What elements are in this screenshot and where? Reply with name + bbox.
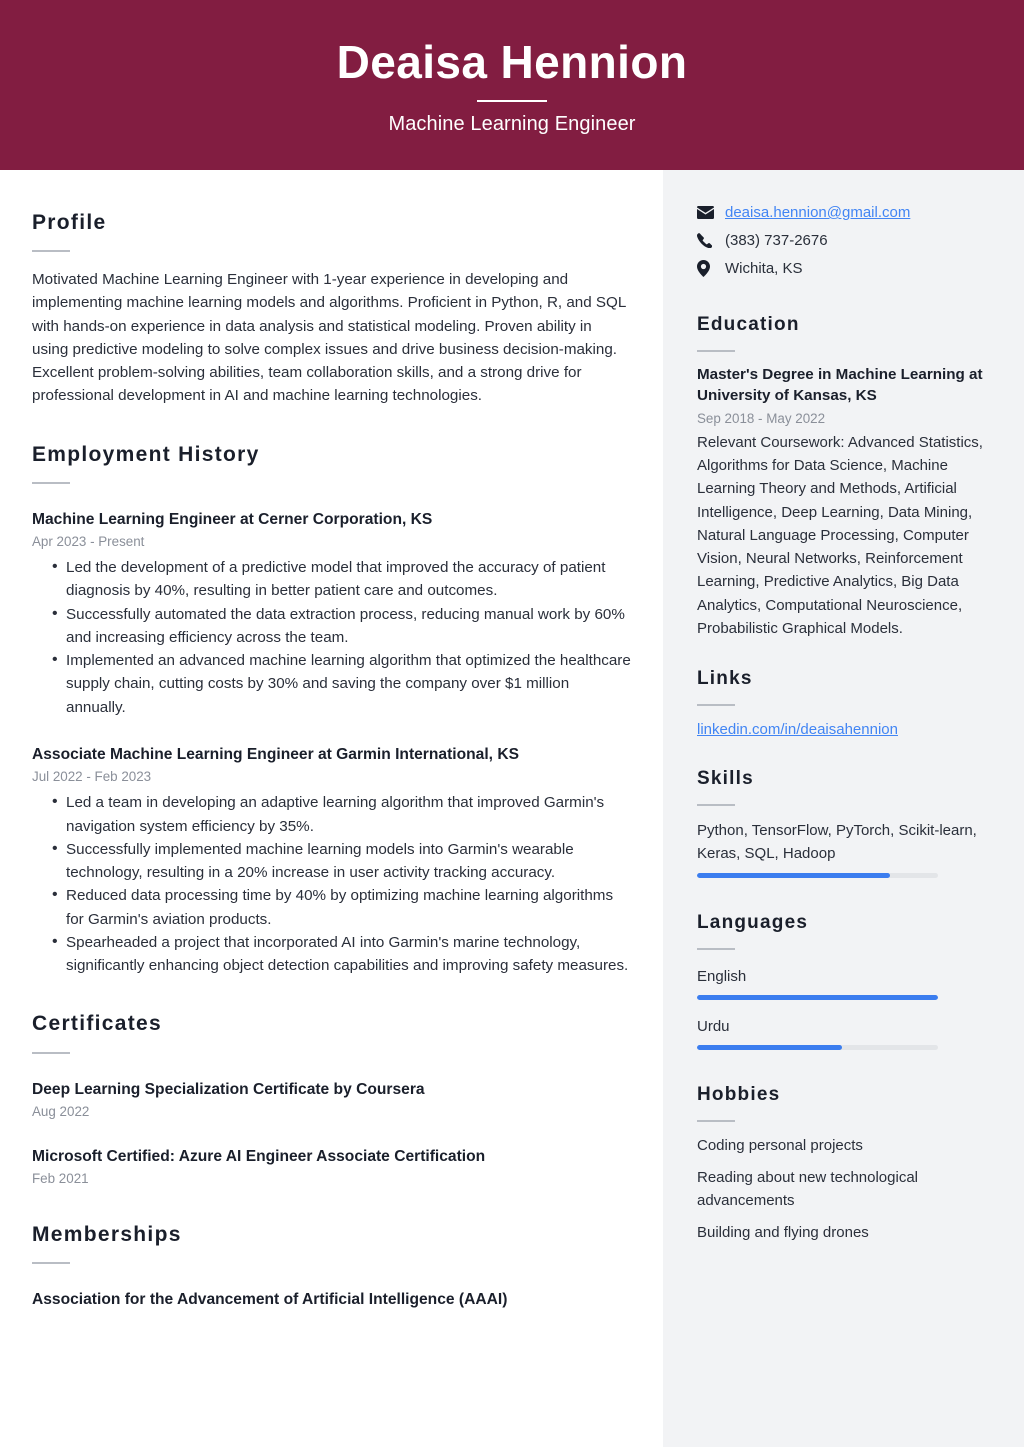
education-heading-rule xyxy=(697,350,735,352)
language-item xyxy=(697,966,990,1000)
language-level-fill xyxy=(697,995,938,1000)
spacer xyxy=(697,1050,990,1084)
email-link[interactable]: deaisa.hennion@gmail.com xyxy=(725,204,911,221)
employment-entry-title: Machine Learning Engineer at Cerner Corporation, KS xyxy=(32,510,433,528)
spacer xyxy=(697,740,990,768)
main-column xyxy=(0,170,663,1447)
membership-title: Association for the Advancement of Artificial Intelligence (AAAI) xyxy=(32,1291,508,1309)
skill-label: Python, TensorFlow, PyTorch, Scikit-learn, Keras, SQL, Hadoop xyxy=(697,821,977,862)
membership-entry xyxy=(32,1290,631,1310)
section-memberships xyxy=(32,1222,631,1310)
location-pin-icon xyxy=(697,260,717,278)
bullet-item: • Reduced data processing time by 40% by optimizing machine learning algorithms for Garmin's aviation products. xyxy=(32,884,631,931)
language-label: English xyxy=(697,967,747,985)
bullet-item: • Spearheaded a project that incorporated AI into Garmin's marine technology, significantly enhancing object detection capabilities and improving safety measures. xyxy=(32,931,631,978)
bullet-item: • Led a team in developing an adaptive learning algorithm that improved Garmin's navigation system efficiency by 35%. xyxy=(32,791,631,838)
bullet-item: • Successfully implemented machine learning models into Garmin's wearable technology, resulting in a 20% increase in user activity tracking accuracy. xyxy=(32,838,631,885)
bullet-item: • Led the development of a predictive model that improved the accuracy of patient diagnosis by 40%, resulting in better patient care and outcomes. xyxy=(32,556,631,603)
hobby-item: Coding personal projects xyxy=(697,1136,863,1154)
bullet-item: • Successfully automated the data extraction process, reducing manual work by 60% and increasing efficiency across the team. xyxy=(32,603,631,650)
phone-number: (383) 737-2676 xyxy=(725,232,828,249)
spacer xyxy=(697,286,990,314)
section-hobbies xyxy=(697,1084,990,1245)
education-degree: Master's Degree in Machine Learning at University of Kansas, KS xyxy=(697,365,983,404)
contact-location-row xyxy=(697,258,990,279)
certificate-title: Microsoft Certified: Azure AI Engineer Associate Certification xyxy=(32,1147,486,1165)
section-education xyxy=(697,314,990,640)
links-heading: Links xyxy=(697,668,753,690)
skill-item xyxy=(697,819,990,879)
candidate-job-title: Machine Learning Engineer xyxy=(388,112,636,135)
employment-entry-date: Jul 2022 - Feb 2023 xyxy=(32,769,152,785)
section-certificates xyxy=(32,1011,631,1188)
hobby-item: Building and flying drones xyxy=(697,1224,869,1242)
section-profile xyxy=(32,210,631,408)
contact-block xyxy=(697,202,990,279)
envelope-icon xyxy=(697,204,717,222)
employment-entry-title: Associate Machine Learning Engineer at Garmin International, KS xyxy=(32,745,519,763)
spacer xyxy=(697,640,990,668)
spacer xyxy=(697,878,990,912)
hobbies-heading-rule xyxy=(697,1120,735,1122)
memberships-heading: Memberships xyxy=(32,1223,182,1247)
spacer xyxy=(32,977,631,1011)
hobbies-heading: Hobbies xyxy=(697,1083,781,1105)
resume-header xyxy=(0,0,1024,170)
header-divider xyxy=(477,100,547,102)
bullet-item: • Implemented an advanced machine learning algorithm that optimized the healthcare supply chain, cutting costs by 30% and saving the company over $1 million annually. xyxy=(32,649,631,719)
employment-entry-bullets xyxy=(32,791,631,977)
resume-body xyxy=(0,170,1024,1447)
language-label: Urdu xyxy=(697,1017,730,1035)
memberships-heading-rule xyxy=(32,1262,70,1264)
certificate-title: Deep Learning Specialization Certificate by Coursera xyxy=(32,1080,425,1098)
skills-heading: Skills xyxy=(697,767,754,789)
section-languages xyxy=(697,912,990,1050)
profile-heading-rule xyxy=(32,250,70,252)
location-text: Wichita, KS xyxy=(725,260,803,277)
profile-text: Motivated Machine Learning Engineer with 1-year experience in developing and implementing machine learning models and algorithms. Proficient in Python, R, and SQL with hands-on experience in data analysis and statistical modeling. Proven ability in using predictive modeling to solve complex issues and drive business decision-making. Excellent problem-solving abilities, team collaboration skills, and a strong drive for professional development in AI and machine learning technologies. xyxy=(32,271,626,405)
education-date: Sep 2018 - May 2022 xyxy=(697,410,826,426)
education-description: Relevant Coursework: Advanced Statistics, Algorithms for Data Science, Machine Learning Theory and Methods, Artificial Intelligence, Deep Learning, Data Mining, Natural Language Processing, Computer Vision, Neural Networks, Reinforcement Learning, Predictive Analytics, Big Data Analytics, Computational Neuroscience, Probabilistic Graphical Models. xyxy=(697,433,983,637)
linkedin-link[interactable]: linkedin.com/in/deaisahennion xyxy=(697,720,898,738)
section-skills xyxy=(697,768,990,878)
section-links xyxy=(697,668,990,740)
candidate-name: Deaisa Hennion xyxy=(336,36,688,89)
education-heading: Education xyxy=(697,314,800,335)
education-entry xyxy=(697,365,990,640)
skills-heading-rule xyxy=(697,804,735,806)
employment-heading-rule xyxy=(32,482,70,484)
languages-heading: Languages xyxy=(697,912,809,934)
employment-heading: Employment History xyxy=(32,442,260,466)
spacer xyxy=(32,408,631,442)
language-level-bar xyxy=(697,995,938,1000)
spacer xyxy=(32,1188,631,1222)
employment-entry xyxy=(32,510,631,719)
profile-heading: Profile xyxy=(32,211,107,234)
links-heading-rule xyxy=(697,704,735,706)
certificate-entry xyxy=(32,1080,631,1121)
hobby-item: Reading about new technological advancements xyxy=(697,1169,918,1209)
employment-entry-bullets xyxy=(32,556,631,719)
certificates-heading-rule xyxy=(32,1052,70,1054)
contact-email-row xyxy=(697,202,990,223)
sidebar-column xyxy=(663,170,1024,1447)
employment-entry xyxy=(32,745,631,977)
section-employment-history xyxy=(32,442,631,978)
employment-entry-date: Apr 2023 - Present xyxy=(32,534,145,550)
certificates-heading: Certificates xyxy=(32,1012,162,1036)
phone-icon xyxy=(697,232,717,250)
contact-phone-row xyxy=(697,230,990,251)
language-item xyxy=(697,1016,990,1050)
certificate-date: Feb 2021 xyxy=(32,1171,89,1187)
languages-heading-rule xyxy=(697,948,735,950)
certificate-entry xyxy=(32,1147,631,1188)
certificate-date: Aug 2022 xyxy=(32,1103,90,1119)
